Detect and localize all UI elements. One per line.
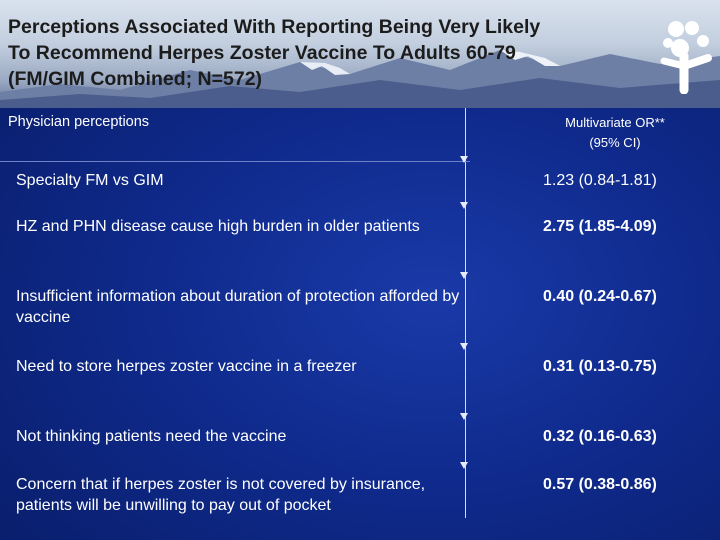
row-label-freezer-storage: Need to store herpes zoster vaccine in a freezer: [16, 358, 357, 375]
column-divider: [465, 108, 466, 518]
column-header-perceptions: Physician perceptions: [8, 114, 150, 130]
title-line-1: Perceptions Associated With Reporting Being Very Likely: [8, 16, 541, 38]
row-value-freezer-storage: 0.31 (0.13-0.75): [543, 358, 657, 375]
column-header-odds-ratio-line-1: Multivariate OR**: [565, 115, 665, 130]
page-title: [8, 14, 668, 92]
marker-arrow-icon: [460, 343, 468, 350]
row-label-insufficient-information: Insufficient information about duration of protection afforded by vaccine: [16, 288, 460, 326]
header-separator: [0, 161, 470, 162]
marker-arrow-icon: [460, 462, 468, 469]
row-label-insurance-concern: Concern that if herpes zoster is not covered by insurance, patients will be unwilling to pay out of pocket: [16, 476, 426, 514]
row-value-specialty: 1.23 (0.84-1.81): [543, 172, 657, 189]
row-value-insurance-concern: 0.57 (0.38-0.86): [543, 476, 657, 493]
row-value-patients-need: 0.32 (0.16-0.63): [543, 428, 657, 445]
header-banner: [0, 0, 720, 108]
title-line-2: To Recommend Herpes Zoster Vaccine To Adults 60-79: [8, 42, 516, 64]
marker-arrow-icon: [460, 156, 468, 163]
marker-arrow-icon: [460, 272, 468, 279]
title-line-3: (FM/GIM Combined; N=572): [8, 68, 263, 90]
row-label-specialty: Specialty FM vs GIM: [16, 172, 164, 189]
row-label-disease-burden: HZ and PHN disease cause high burden in older patients: [16, 218, 420, 235]
row-value-insufficient-information: 0.40 (0.24-0.67): [543, 288, 657, 305]
row-value-disease-burden: 2.75 (1.85-4.09): [543, 218, 657, 235]
row-label-patients-need: Not thinking patients need the vaccine: [16, 428, 287, 445]
marker-arrow-icon: [460, 413, 468, 420]
column-header-odds-ratio: [520, 113, 710, 153]
marker-arrow-icon: [460, 202, 468, 209]
column-header-odds-ratio-line-2: (95% CI): [589, 135, 641, 150]
family-logo-icon: [654, 16, 714, 94]
